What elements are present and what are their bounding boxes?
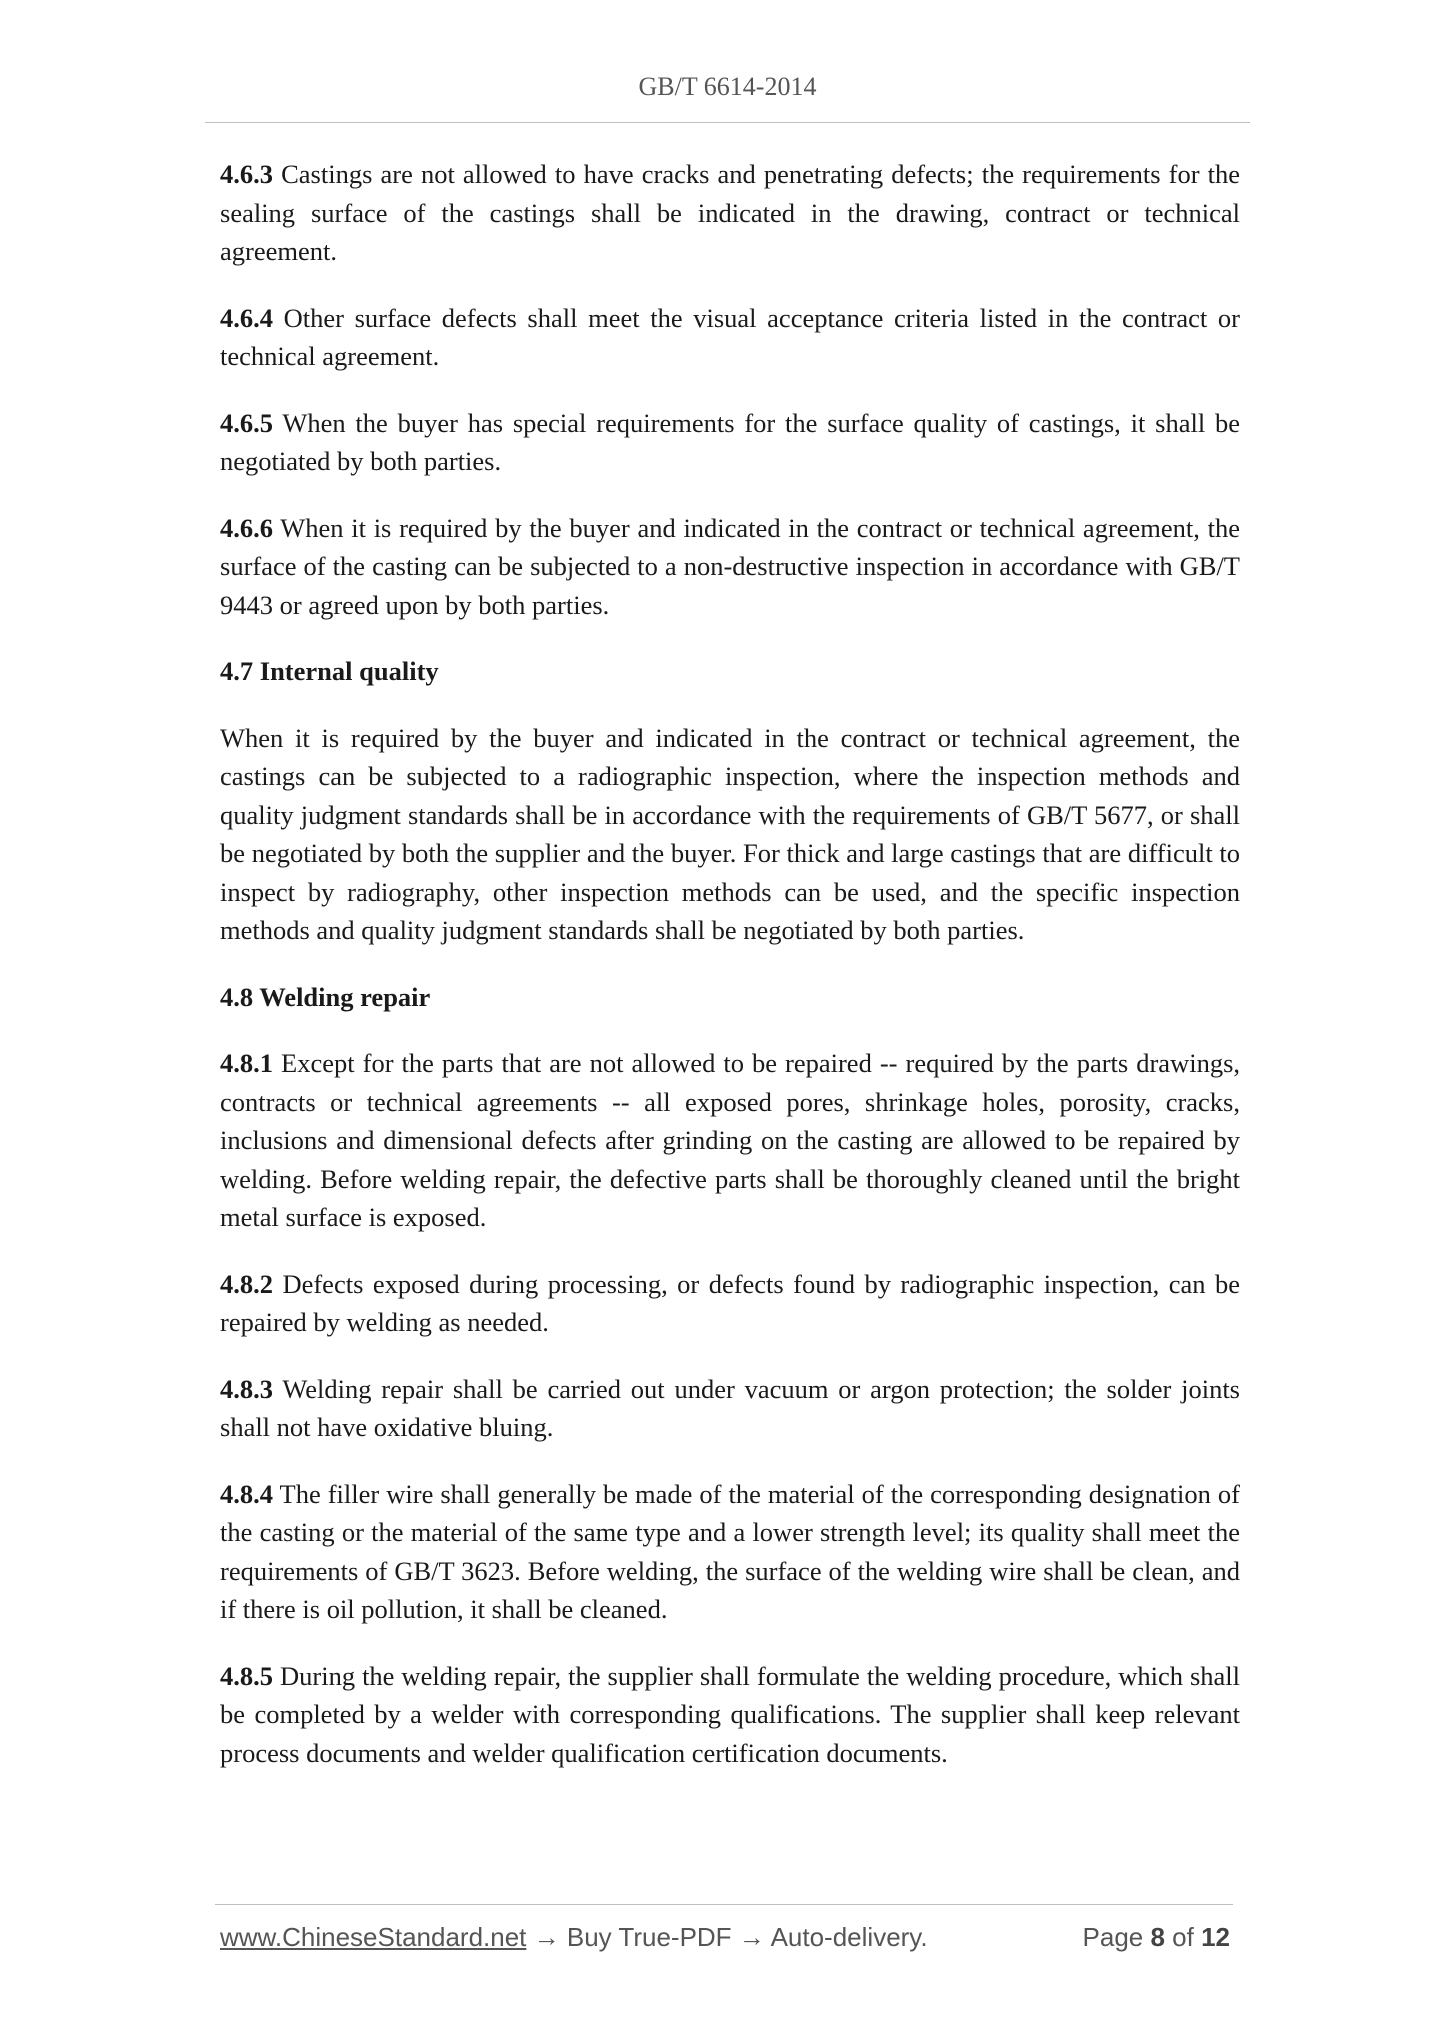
page-footer (220, 1922, 1230, 1953)
clause-number: 4.6.4 (220, 302, 273, 333)
clause-text: During the welding repair, the supplier shall formulate the welding procedure, which shall be completed by a welder with corresponding qualifications. The supplier shall keep relevant process documents and welder qualification certification documents. (220, 1660, 1241, 1768)
clause-number: 4.8.4 (220, 1478, 273, 1509)
clause-number: 4.8.5 (220, 1660, 273, 1691)
clause-4-8-5 (220, 1657, 1240, 1773)
clause-4-8-4 (220, 1475, 1240, 1629)
clause-text: Welding repair shall be carried out under vacuum or argon protection; the solder joints shall not have oxidative bluing. (220, 1373, 1240, 1442)
clause-text: Defects exposed during processing, or defects found by radiographic inspection, can be repaired by welding as needed. (220, 1268, 1240, 1337)
clause-number: 4.6.6 (220, 512, 273, 543)
current-page-number: 8 (1150, 1922, 1165, 1952)
clause-number: 4.8.1 (220, 1048, 273, 1078)
section-4-7-text: When it is required by the buyer and indicated in the contract or technical agreement, the castings can be subjected to a radiographic inspection, where the inspection methods and quality judgment standards shall be in accordance with the requirements of GB/T 5677, or shall be negotiated by both the supplier and the buyer. For thick and large castings that are difficult to inspect by radiography, other inspection methods can be used, and the specific inspection methods and quality judgment standards shall be negotiated by both parties. (220, 722, 1240, 945)
clause-text: Except for the parts that are not allowed to be repaired -- required by the parts drawings, contracts or technical agreements -- all exposed pores, shrinkage holes, porosity, cracks, inclusions and dimensional defects after grinding on the casting are allowed to be repaired by welding. Before welding repair, the defective parts shall be thoroughly cleaned until the bright metal surface is exposed. (220, 1048, 1241, 1232)
clause-text: When it is required by the buyer and indicated in the contract or technical agreement, the surface of the casting can be subjected to a non-destructive inspection in accordance with GB/T 9443 or agreed upon by both parties. (220, 512, 1240, 620)
footer-promo-text: → Buy True-PDF → Auto-delivery. (526, 1922, 928, 1952)
clause-4-8-1 (220, 1044, 1240, 1237)
section-heading-welding-repair: 4.8 Welding repair (220, 981, 431, 1012)
clause-4-6-5 (220, 404, 1240, 481)
clause-4-8-2 (220, 1265, 1240, 1342)
clause-4-6-6 (220, 509, 1240, 625)
clause-text: Other surface defects shall meet the visual acceptance criteria listed in the contract or technical agreement. (220, 302, 1241, 371)
clause-text: When the buyer has special requirements for the surface quality of castings, it shall be negotiated by both parties. (220, 407, 1240, 476)
clause-text: The filler wire shall generally be made of the material of the corresponding designation of the casting or the material of the same type and a lower strength level; its quality shall meet the requirements of GB/T 3623. Before welding, the surface of the welding wire shall be clean, and if there is oil pollution, it shall be cleaned. (220, 1478, 1240, 1624)
clause-text: Castings are not allowed to have cracks and penetrating defects; the requirements for the sealing surface of the castings shall be indicated in the drawing, contract or technical agreement. (220, 159, 1240, 266)
page-header: GB/T 6614-2014 (638, 72, 817, 101)
clause-4-6-3 (220, 155, 1240, 271)
clause-4-6-4 (220, 299, 1240, 376)
footer-divider (215, 1904, 1233, 1905)
clause-number: 4.6.5 (220, 407, 273, 438)
of-label: of (1164, 1922, 1202, 1952)
page-label: Page (1082, 1922, 1151, 1952)
clause-4-8-3 (220, 1370, 1240, 1447)
total-page-number: 12 (1201, 1922, 1230, 1952)
clause-number: 4.8.3 (220, 1373, 273, 1404)
clause-number: 4.8.2 (220, 1268, 273, 1299)
header-divider (205, 122, 1250, 123)
section-heading-internal-quality: 4.7 Internal quality (220, 656, 439, 686)
document-body (220, 155, 1240, 1772)
clause-number: 4.6.3 (220, 159, 273, 189)
website-link[interactable]: www.ChineseStandard.net (220, 1922, 527, 1952)
page-indicator (1083, 1922, 1230, 1953)
